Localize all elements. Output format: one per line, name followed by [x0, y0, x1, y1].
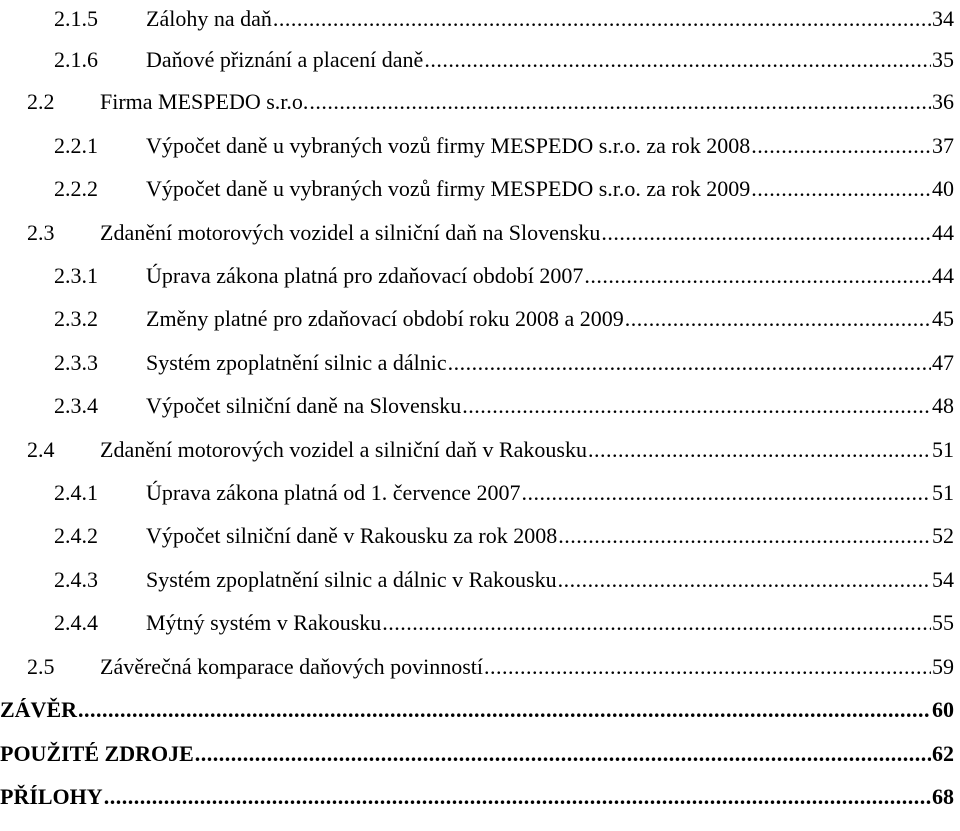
- toc-entry-page: 40: [932, 176, 954, 201]
- toc-entry-2-2-2[interactable]: [0, 170, 954, 204]
- toc-entry-2-5[interactable]: [0, 648, 954, 682]
- toc-entry-number: 2.3.4: [54, 393, 98, 418]
- toc-entry-title: Výpočet silniční daně na Slovensku: [146, 393, 462, 418]
- toc-entry-2-2-1[interactable]: [0, 127, 954, 161]
- toc-entry-title: Výpočet daně u vybraných vozů firmy MESPEDO s.r.o. za rok 2008: [146, 133, 751, 158]
- toc-entry-title: Zálohy na daň: [146, 6, 272, 31]
- toc-entry-title: Systém zpoplatnění silnic a dálnic v Rakousku: [146, 567, 557, 592]
- toc-dot-leader: [521, 478, 931, 508]
- toc-dot-leader: [273, 4, 931, 34]
- toc-dot-leader: [558, 565, 931, 595]
- toc-entry-page: 51: [932, 480, 954, 505]
- toc-entry-number: 2.4.3: [54, 567, 98, 592]
- toc-entry-page: 68: [932, 784, 954, 809]
- toc-entry-page: 48: [932, 393, 954, 418]
- toc-entry-page: 36: [932, 89, 954, 114]
- toc-dot-leader: [78, 695, 931, 725]
- toc-dot-leader: [584, 261, 931, 291]
- toc-entry-page: 44: [932, 220, 954, 245]
- toc-entry-page: 59: [932, 654, 954, 679]
- toc-dot-leader: [751, 131, 931, 161]
- toc-entry-number: 2.4.2: [54, 523, 98, 548]
- toc-entry-title: Změny platné pro zdaňovací období roku 2008 a 2009: [146, 306, 624, 331]
- toc-entry-2-3[interactable]: [0, 214, 954, 248]
- toc-entry-2-2[interactable]: [0, 83, 954, 117]
- toc-entry-number: 2.3.3: [54, 350, 98, 375]
- toc-entry-title: ZÁVĚR: [0, 697, 78, 722]
- toc-dot-leader: [462, 391, 931, 421]
- toc-entry-2-1-5[interactable]: [0, 0, 954, 34]
- toc-entry-title: Úprava zákona platná od 1. července 2007: [146, 480, 521, 505]
- toc-entry-2-4-3[interactable]: [0, 561, 954, 595]
- toc-entry-2-3-1[interactable]: [0, 257, 954, 291]
- toc-entry-title: Daňové přiznání a placení daně: [146, 47, 424, 72]
- toc-entry-page: 55: [932, 610, 954, 635]
- toc-entry-number: 2.3.2: [54, 306, 98, 331]
- toc-entry-page: 44: [932, 263, 954, 288]
- toc-entry-number: 2.3.1: [54, 263, 98, 288]
- toc-entry-title: PŘÍLOHY: [0, 784, 103, 809]
- toc-entry-title: Výpočet silniční daně v Rakousku za rok 2008: [146, 523, 558, 548]
- toc-entry-title: Úprava zákona platná pro zdaňovací období 2007: [146, 263, 584, 288]
- toc-entry-zaver[interactable]: [0, 691, 954, 725]
- toc-entry-2-3-3[interactable]: [0, 344, 954, 378]
- toc-entry-title: POUŽITÉ ZDROJE: [0, 741, 194, 766]
- toc-entry-page: 51: [932, 437, 954, 462]
- toc-entry-title: Firma MESPEDO s.r.o.: [100, 89, 309, 114]
- toc-entry-number: 2.4.4: [54, 610, 98, 635]
- toc-entry-page: 34: [932, 6, 954, 31]
- toc-entry-2-4-4[interactable]: [0, 604, 954, 638]
- toc-entry-title: Zdanění motorových vozidel a silniční daň v Rakousku: [100, 437, 587, 462]
- toc-entry-2-4[interactable]: [0, 431, 954, 465]
- toc-entry-title: Závěrečná komparace daňových povinností: [100, 654, 484, 679]
- toc-entry-number: 2.4: [27, 437, 55, 462]
- toc-dot-leader: [104, 782, 931, 812]
- toc-entry-page: 62: [932, 741, 954, 766]
- toc-dot-leader: [484, 652, 931, 682]
- toc-entry-number: 2.1.6: [54, 47, 98, 72]
- toc-dot-leader: [195, 739, 931, 769]
- toc-dot-leader: [625, 304, 931, 334]
- toc-dot-leader: [448, 348, 931, 378]
- toc-entry-page: 60: [932, 697, 954, 722]
- toc-entry-2-4-1[interactable]: [0, 474, 954, 508]
- toc-entry-page: 52: [932, 523, 954, 548]
- toc-entry-prilohy[interactable]: [0, 778, 954, 812]
- toc-entry-page: 37: [932, 133, 954, 158]
- toc-entry-title: Zdanění motorových vozidel a silniční daň na Slovensku: [100, 220, 601, 245]
- toc-dot-leader: [382, 608, 931, 638]
- toc-entry-2-4-2[interactable]: [0, 517, 954, 551]
- toc-dot-leader: [558, 521, 931, 551]
- toc-entry-2-3-2[interactable]: [0, 300, 954, 334]
- toc-entry-page: 47: [932, 350, 954, 375]
- toc-dot-leader: [588, 435, 931, 465]
- toc-entry-number: 2.2.2: [54, 176, 98, 201]
- toc-entry-page: 35: [932, 47, 954, 72]
- toc-entry-number: 2.2.1: [54, 133, 98, 158]
- toc-entry-number: 2.5: [27, 654, 55, 679]
- toc-entry-number: 2.4.1: [54, 480, 98, 505]
- toc-entry-page: 45: [932, 306, 954, 331]
- toc-dot-leader: [424, 45, 931, 75]
- toc-entry-title: Systém zpoplatnění silnic a dálnic: [146, 350, 447, 375]
- toc-entry-number: 2.1.5: [54, 6, 98, 31]
- toc-entry-number: 2.2: [27, 89, 55, 114]
- toc-entry-2-3-4[interactable]: [0, 387, 954, 421]
- toc-entry-number: 2.3: [27, 220, 55, 245]
- toc-entry-2-1-6[interactable]: [0, 41, 954, 75]
- toc-entry-pouzite-zdroje[interactable]: [0, 735, 954, 769]
- toc-entry-page: 54: [932, 567, 954, 592]
- toc-dot-leader: [601, 218, 931, 248]
- toc-dot-leader: [751, 174, 931, 204]
- toc-dot-leader: [309, 87, 931, 117]
- toc-entry-title: Výpočet daně u vybraných vozů firmy MESPEDO s.r.o. za rok 2009: [146, 176, 751, 201]
- toc-entry-title: Mýtný systém v Rakousku: [146, 610, 382, 635]
